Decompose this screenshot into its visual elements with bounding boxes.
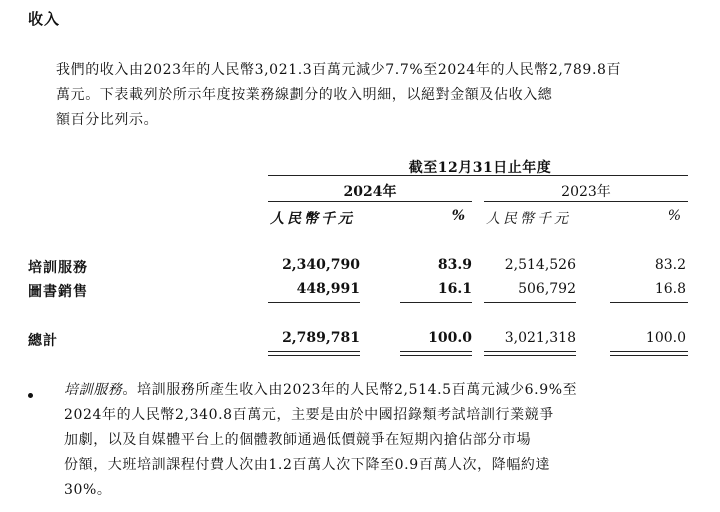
bullet-term: 培訓服務 — [64, 382, 123, 398]
cell-pct-2023: 16.8 — [654, 281, 686, 297]
bullet-line — [64, 378, 690, 403]
cell-amount-2023: 2,514,526 — [504, 257, 576, 273]
subtotal-rule — [268, 302, 360, 303]
row-label-training: 培訓服務 — [28, 260, 88, 276]
year-2023-header: 2023年 — [561, 184, 611, 200]
total-double-rule — [268, 351, 360, 356]
cell-amount-2023: 506,792 — [518, 281, 576, 297]
intro-line: 我們的收入由2023年的人民幣3,021.3百萬元減少7.7%至2024年的人民幣2,789.8百 — [56, 62, 622, 78]
subtotal-rule — [610, 302, 688, 303]
col-amount-2024: 人民幣千元 — [270, 211, 355, 227]
bullet-line: 30%。 — [64, 482, 112, 498]
cell-amount-2024: 2,340,790 — [282, 257, 360, 273]
section-heading: 收入 — [28, 10, 61, 28]
year-2023-rule — [484, 201, 688, 202]
cell-pct-2024: 83.9 — [437, 257, 472, 273]
total-amount-2023: 3,021,318 — [504, 330, 576, 346]
header-rule — [268, 175, 688, 176]
total-double-rule — [400, 351, 472, 356]
total-double-rule — [484, 351, 576, 356]
bullet-line: 2024年的人民幣2,340.8百萬元，主要是由於中國招錄類考試培訓行業競爭 — [64, 407, 554, 423]
total-double-rule — [610, 351, 688, 356]
bullet-dot-icon — [28, 393, 33, 398]
col-percent-2023: % — [667, 208, 684, 224]
bullet-paragraph — [64, 378, 690, 503]
subtotal-rule — [484, 302, 576, 303]
row-label-total: 總計 — [28, 333, 58, 349]
intro-line: 萬元。下表載列於所示年度按業務線劃分的收入明細，以絕對金額及佔收入總 — [56, 87, 553, 103]
row-label-books: 圖書銷售 — [28, 284, 88, 300]
intro-line: 額百分比列示。 — [56, 112, 159, 128]
subtotal-rule — [400, 302, 472, 303]
bullet-line: 加劇，以及自媒體平台上的個體教師通過低價競爭在短期內搶佔部分市場 — [64, 432, 532, 448]
intro-paragraph — [56, 58, 690, 133]
total-pct-2024: 100.0 — [428, 330, 472, 346]
cell-pct-2024: 16.1 — [437, 281, 472, 297]
bullet-line: 份額，大班培訓課程付費人次由1.2百萬人次下降至0.9百萬人次，降幅約達 — [64, 457, 551, 473]
total-amount-2024: 2,789,781 — [282, 330, 360, 346]
total-pct-2023: 100.0 — [645, 330, 686, 346]
col-amount-2023: 人民幣千元 — [486, 211, 571, 227]
bullet-first-line: 。培訓服務所產生收入由2023年的人民幣2,514.5百萬元減少6.9%至 — [122, 382, 578, 398]
year-2024-rule — [268, 201, 472, 202]
cell-amount-2024: 448,991 — [296, 281, 360, 297]
col-percent-2024: % — [451, 208, 468, 224]
period-header: 截至12月31日止年度 — [408, 160, 552, 176]
cell-pct-2023: 83.2 — [654, 257, 686, 273]
year-2024-header: 2024年 — [343, 184, 397, 200]
